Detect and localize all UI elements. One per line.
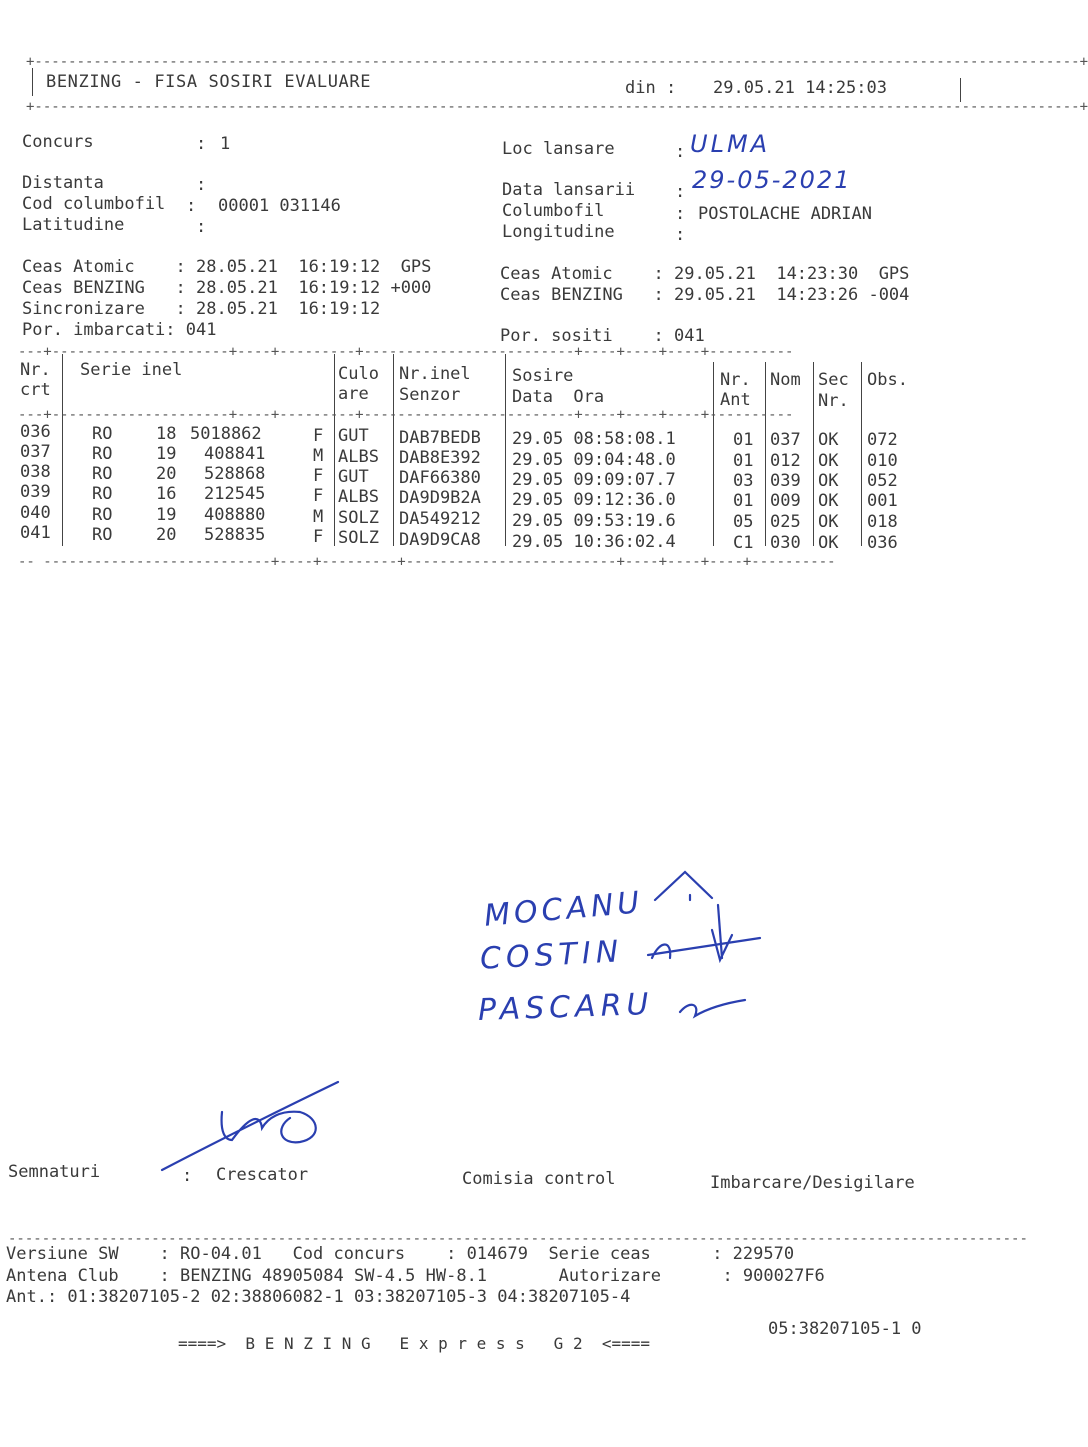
col-divider [62, 354, 63, 546]
cell-obs: 072 [867, 430, 898, 450]
loc-lansare-handwritten: ULMA [690, 130, 771, 158]
th-sosire: Sosire [512, 366, 574, 386]
cell-sex: M [313, 507, 324, 527]
th-senzor-2: Senzor [399, 385, 461, 405]
cell-sec: OK [818, 512, 839, 532]
cell-obs: 018 [867, 512, 898, 532]
initials-mark [648, 930, 760, 960]
data-lansarii-sep: : [675, 182, 686, 202]
cell-senzor: DA549212 [399, 509, 481, 529]
cell-tara: RO [92, 525, 113, 545]
cod-columbofil-label: Cod columbofil [22, 194, 166, 214]
cell-nom: 030 [770, 533, 801, 553]
concurs-sep: : [196, 134, 207, 154]
clock-left-line: Por. imbarcati: 041 [22, 320, 217, 340]
cell-an: 18 [156, 424, 177, 444]
cell-sec: OK [818, 451, 839, 471]
footer-line: Versiune SW : RO-04.01 Cod concurs : 014679 Serie ceas : 229570 [6, 1244, 795, 1264]
loc-lansare-label: Loc lansare [502, 139, 615, 159]
cell-an: 20 [156, 525, 177, 545]
col-divider [813, 362, 814, 546]
th-obs: Obs. [867, 370, 908, 390]
cell-nom: 025 [770, 512, 801, 532]
cell-nr: 037 [20, 442, 51, 462]
cell-an: 19 [156, 444, 177, 464]
cell-sex: F [313, 466, 324, 486]
cell-senzor: DAB8E392 [399, 448, 481, 468]
cell-sosire: 29.05 08:58:08.1 [512, 429, 676, 449]
cell-inel: 408880 [204, 505, 266, 525]
cell-nom: 037 [770, 430, 801, 450]
cell-tara: RO [92, 484, 113, 504]
th-senzor: Nr.inel [399, 364, 471, 384]
data-lansarii-handwritten: 29-05-2021 [692, 166, 852, 194]
cell-nom: 039 [770, 471, 801, 491]
cell-sosire: 29.05 09:12:36.0 [512, 490, 676, 510]
cell-obs: 010 [867, 451, 898, 471]
cell-senzor: DAF66380 [399, 468, 481, 488]
table-top-rule: ---+---------------------+----+---------+-------------------------+----+----+----+---------- [18, 344, 794, 360]
semnaturi-sep: : [182, 1166, 193, 1186]
cell-sec: OK [818, 430, 839, 450]
footer-line: Ant.: 01:38207105-2 02:38806082-1 03:38207105-3 04:38207105-4 [6, 1287, 631, 1307]
header-top-rule: +----------------------------------------------------------------------------------------------------------------------------+ [26, 54, 1088, 70]
cell-sec: OK [818, 533, 839, 553]
clock-left-line: Ceas Atomic : 28.05.21 16:19:12 GPS [22, 257, 432, 277]
header-din-value: 29.05.21 14:25:03 [713, 78, 887, 98]
latitudine-label: Latitudine [22, 215, 125, 235]
cell-sex: M [313, 446, 324, 466]
th-culoare: Culo [338, 364, 379, 384]
footer-brand: ====> B E N Z I N G E x p r e s s G 2 <==== [178, 1334, 651, 1353]
distanta-label: Distanta [22, 173, 104, 193]
cell-obs: 036 [867, 533, 898, 553]
footer-line: Antena Club : BENZING 48905084 SW-4.5 HW-8.1 Autorizare : 900027F6 [6, 1266, 825, 1286]
cell-senzor: DA9D9B2A [399, 488, 481, 508]
cell-culoare: GUT [338, 426, 369, 446]
cell-nom: 009 [770, 491, 801, 511]
th-nr: Nr. [20, 360, 51, 380]
cell-culoare: SOLZ [338, 528, 379, 548]
col-divider [861, 362, 862, 546]
th-sec-2: Nr. [818, 391, 849, 411]
col-divider [505, 354, 506, 546]
columbofil-label: Columbofil [502, 201, 605, 221]
semnaturi-label: Semnaturi [8, 1162, 101, 1182]
cell-sosire: 29.05 09:04:48.0 [512, 450, 676, 470]
cell-an: 19 [156, 505, 177, 525]
crescator-label: Crescator [216, 1165, 309, 1185]
concurs-value: 1 [220, 134, 231, 154]
cell-sex: F [313, 486, 324, 506]
columbofil-sep: : [675, 204, 686, 224]
cell-sosire: 29.05 09:53:19.6 [512, 511, 676, 531]
cell-inel: 528868 [204, 464, 266, 484]
cod-columbofil-value: 00001 031146 [218, 196, 341, 216]
handwritten-name: COSTIN [479, 934, 625, 977]
cell-an: 16 [156, 484, 177, 504]
cell-nr: 036 [20, 422, 51, 442]
cell-nr: 038 [20, 462, 51, 482]
concurs-label: Concurs [22, 132, 94, 152]
cell-ant: C1 [733, 533, 754, 553]
document-title: BENZING - FISA SOSIRI EVALUARE [46, 72, 372, 92]
th-sosire-2: Data Ora [512, 387, 605, 407]
cell-tara: RO [92, 424, 113, 444]
th-culoare-2: are [338, 384, 369, 404]
th-ant: Nr. [720, 370, 751, 390]
cell-nr: 041 [20, 523, 51, 543]
cell-sec: OK [818, 491, 839, 511]
comisia-control-label: Comisia control [462, 1169, 616, 1189]
cell-sosire: 29.05 10:36:02.4 [512, 532, 676, 552]
col-divider [393, 354, 394, 546]
th-nom: Nom [770, 370, 801, 390]
cell-tara: RO [92, 444, 113, 464]
header-bottom-rule: +----------------------------------------------------------------------------------------------------------------------------+ [26, 99, 1088, 115]
initials-mark-2 [680, 1000, 745, 1016]
cell-obs: 052 [867, 471, 898, 491]
cell-sec: OK [818, 471, 839, 491]
cell-an: 20 [156, 464, 177, 484]
cell-nr: 039 [20, 482, 51, 502]
cell-ant: 01 [733, 491, 754, 511]
footer-line: 05:38207105-1 0 [768, 1319, 922, 1339]
crescator-signature [162, 1082, 338, 1170]
cell-sex: F [313, 527, 324, 547]
th-nr-2: crt [20, 380, 51, 400]
handwritten-name: MOCANU [482, 885, 645, 934]
cell-culoare: ALBS [338, 447, 379, 467]
header-left-border [32, 68, 33, 96]
header-din-label: din : [625, 78, 677, 98]
table-bottom-rule: -- ---------------------------+----+---------+-------------------------+----+----+----+---------- [18, 554, 836, 570]
cell-nr: 040 [20, 503, 51, 523]
cell-ant: 01 [733, 430, 754, 450]
cell-inel: 408841 [204, 444, 266, 464]
cell-culoare: ALBS [338, 487, 379, 507]
longitudine-sep: : [675, 225, 686, 245]
cell-inel: 5018862 [190, 424, 262, 444]
cell-senzor: DA9D9CA8 [399, 530, 481, 550]
cell-ant: 03 [733, 471, 754, 491]
longitudine-label: Longitudine [502, 222, 615, 242]
footer-rule: ------------------------------------------------------------------------------------------------------------------------- [8, 1231, 1028, 1247]
cell-inel: 528835 [204, 525, 266, 545]
th-serie: Serie inel [80, 360, 183, 380]
latitudine-sep: : [196, 217, 207, 237]
cell-nom: 012 [770, 451, 801, 471]
distanta-sep: : [196, 175, 207, 195]
th-sec: Sec [818, 370, 849, 390]
clock-right-line: Por. sositi : 041 [500, 326, 705, 346]
cell-ant: 01 [733, 451, 754, 471]
cell-ant: 05 [733, 512, 754, 532]
clock-left-line: Ceas BENZING : 28.05.21 16:19:12 +000 [22, 278, 432, 298]
cell-senzor: DAB7BEDB [399, 428, 481, 448]
data-lansarii-label: Data lansarii [502, 180, 636, 200]
cell-sosire: 29.05 09:09:07.7 [512, 470, 676, 490]
cell-culoare: SOLZ [338, 508, 379, 528]
col-divider [334, 354, 335, 546]
cell-culoare: GUT [338, 467, 369, 487]
clock-left-line: Sincronizare : 28.05.21 16:19:12 [22, 299, 381, 319]
cell-tara: RO [92, 464, 113, 484]
cell-obs: 001 [867, 491, 898, 511]
cell-sex: F [313, 426, 324, 446]
cell-inel: 212545 [204, 484, 266, 504]
columbofil-value: POSTOLACHE ADRIAN [698, 204, 872, 224]
col-divider [713, 362, 714, 546]
handwritten-name: PASCARU [477, 986, 654, 1029]
clock-right-line: Ceas Atomic : 29.05.21 14:23:30 GPS [500, 264, 910, 284]
table-header-rule: ---+---------------------+----+---------+-------------------------+----+----+----+---------- [18, 407, 794, 423]
clock-right-line: Ceas BENZING : 29.05.21 14:23:26 -004 [500, 285, 910, 305]
cod-columbofil-sep: : [186, 196, 197, 216]
imbarcare-label: Imbarcare/Desigilare [710, 1173, 915, 1193]
col-divider [765, 362, 766, 546]
loc-lansare-sep: : [675, 142, 686, 162]
house-sketch-mark [655, 872, 722, 958]
th-ant-2: Ant [720, 390, 751, 410]
cell-tara: RO [92, 505, 113, 525]
